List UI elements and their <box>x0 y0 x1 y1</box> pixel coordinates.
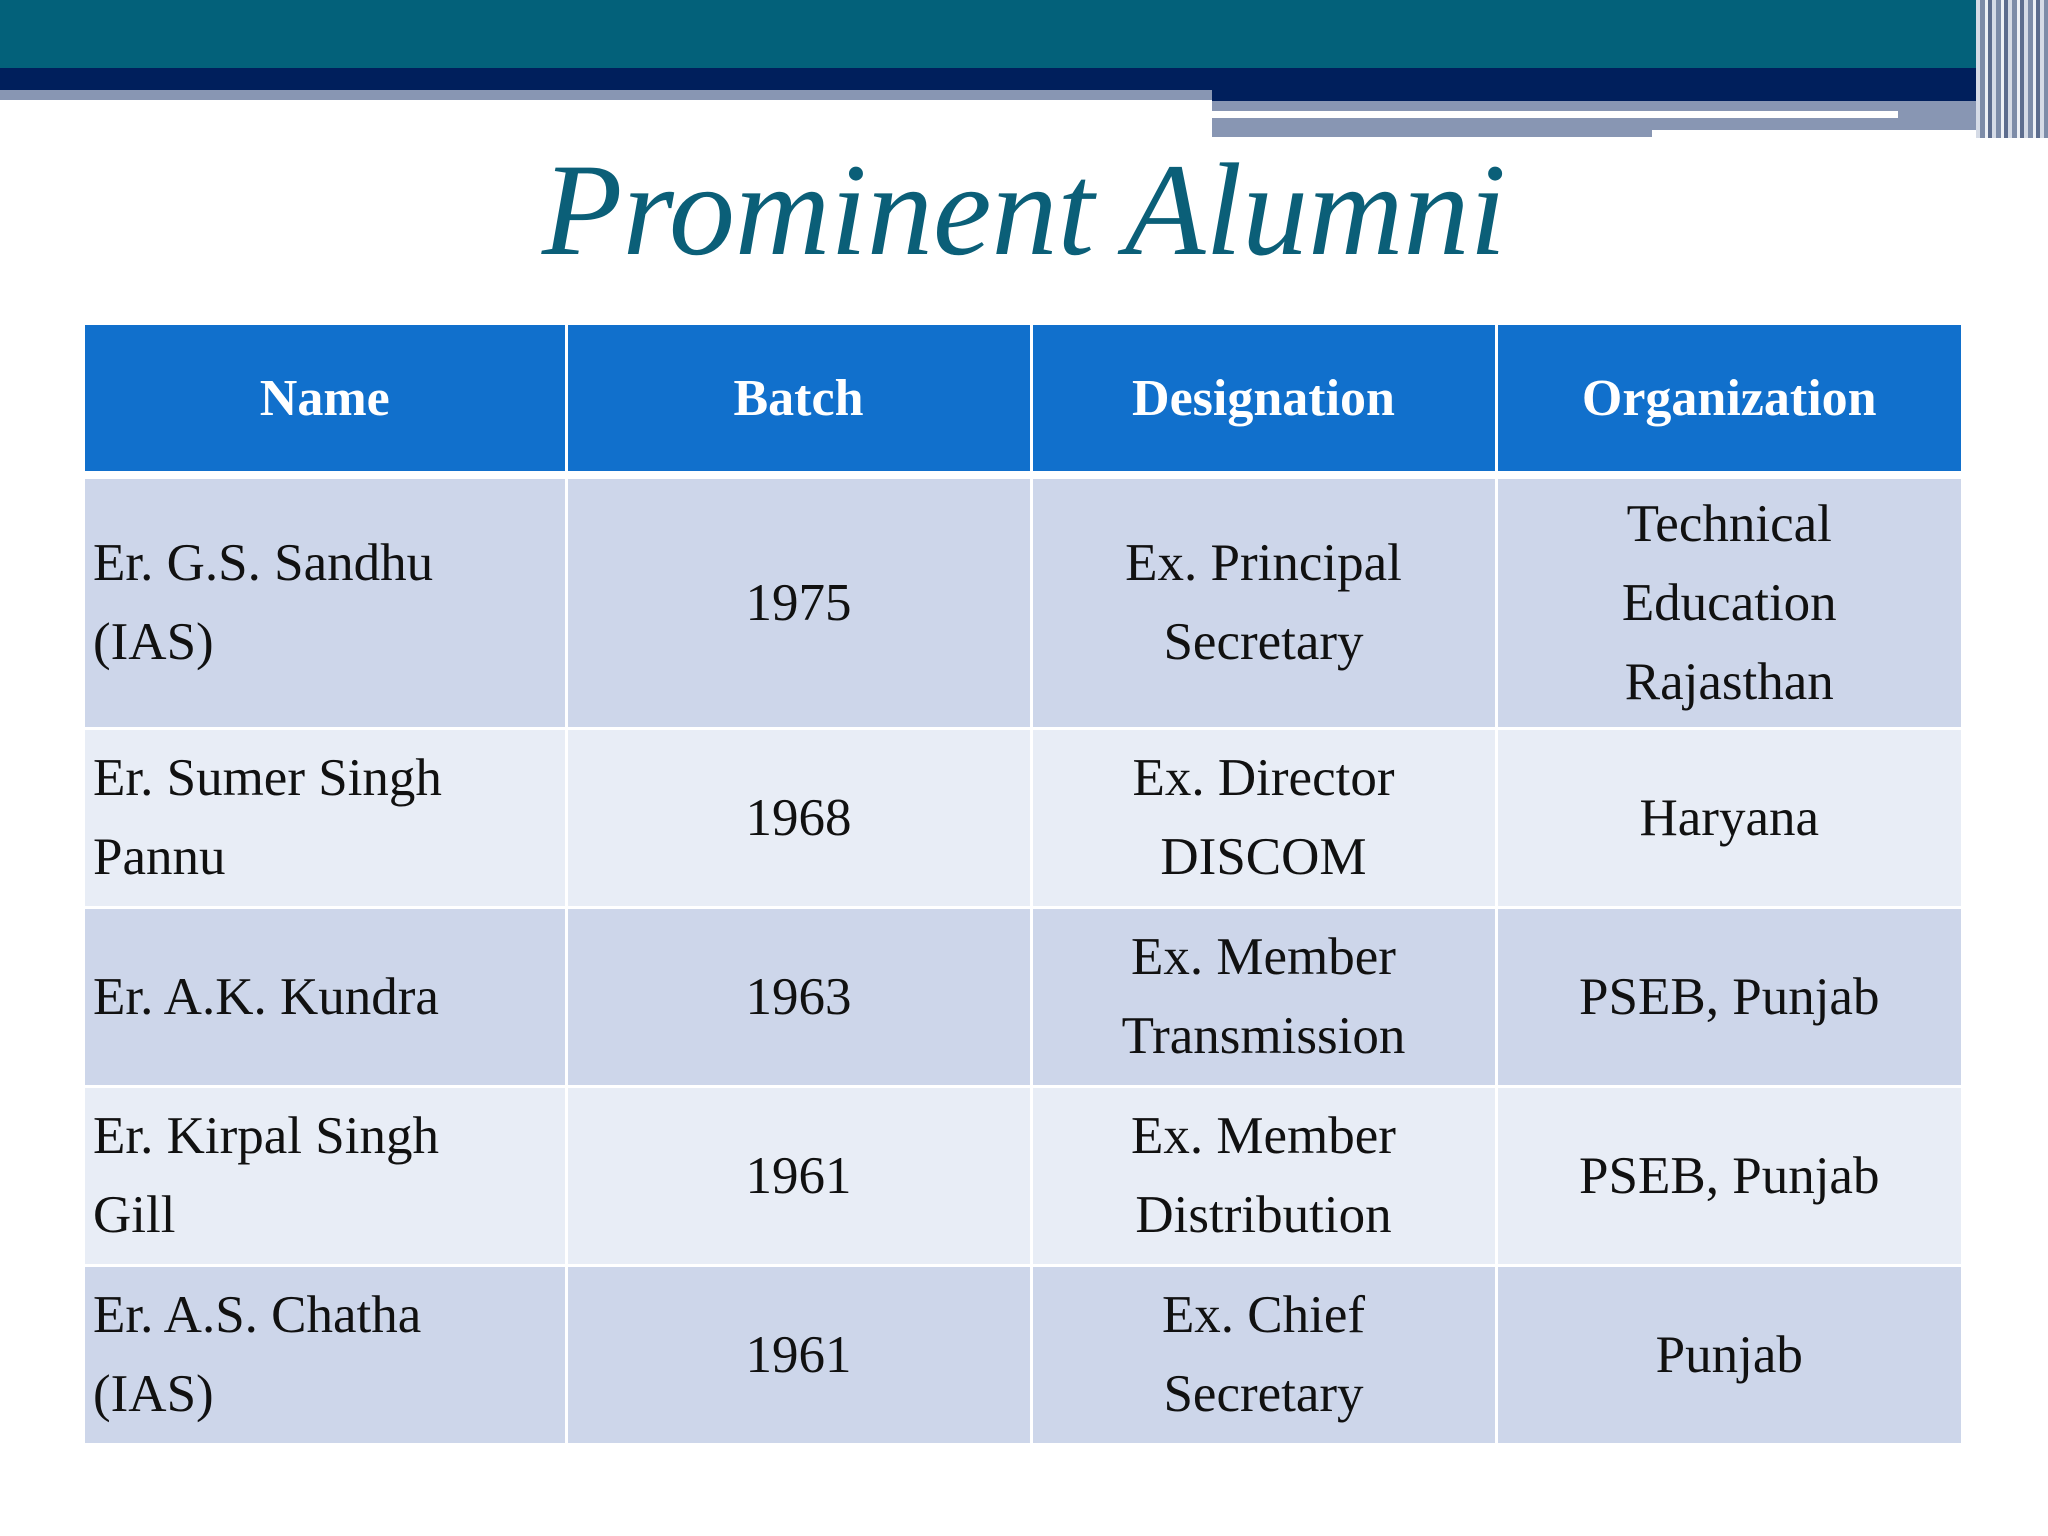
cell-name: Er. A.S. Chatha (IAS) <box>85 1266 566 1445</box>
cell-name: Er. A.K. Kundra <box>85 908 566 1087</box>
header-band-navy-left <box>0 68 1212 90</box>
cell-designation: Ex. Director DISCOM <box>1031 729 1496 908</box>
cell-batch: 1963 <box>566 908 1031 1087</box>
header-batch: Batch <box>566 325 1031 475</box>
cell-designation: Ex. Chief Secretary <box>1031 1266 1496 1445</box>
table-row <box>85 729 1961 908</box>
header-name: Name <box>85 325 566 475</box>
table-row <box>85 1266 1961 1445</box>
cell-name: Er. Sumer Singh Pannu <box>85 729 566 908</box>
cell-batch: 1961 <box>566 1266 1031 1445</box>
alumni-table <box>85 325 1961 1446</box>
table-row <box>85 908 1961 1087</box>
header-vertical-bars <box>1976 0 2048 138</box>
table-row <box>85 1087 1961 1266</box>
page-title: Prominent Alumni <box>541 136 1507 283</box>
header-band-gray-left <box>0 90 1212 100</box>
cell-organization: PSEB, Punjab <box>1496 908 1961 1087</box>
cell-designation: Ex. Member Transmission <box>1031 908 1496 1087</box>
cell-batch: 1961 <box>566 1087 1031 1266</box>
table-header-row <box>85 325 1961 475</box>
cell-name: Er. Kirpal Singh Gill <box>85 1087 566 1266</box>
header-band-navy-right <box>1212 68 2048 101</box>
header-designation: Designation <box>1031 325 1496 475</box>
cell-organization: Haryana <box>1496 729 1961 908</box>
cell-batch: 1968 <box>566 729 1031 908</box>
header-band-white-line <box>1212 111 1898 118</box>
header-organization: Organization <box>1496 325 1961 475</box>
cell-name: Er. G.S. Sandhu (IAS) <box>85 475 566 729</box>
cell-organization: PSEB, Punjab <box>1496 1087 1961 1266</box>
table-row <box>85 475 1961 729</box>
cell-organization: Punjab <box>1496 1266 1961 1445</box>
header-band-teal <box>0 0 2048 68</box>
cell-organization: Technical Education Rajasthan <box>1496 475 1961 729</box>
cell-batch: 1975 <box>566 475 1031 729</box>
cell-designation: Ex. Principal Secretary <box>1031 475 1496 729</box>
cell-designation: Ex. Member Distribution <box>1031 1087 1496 1266</box>
